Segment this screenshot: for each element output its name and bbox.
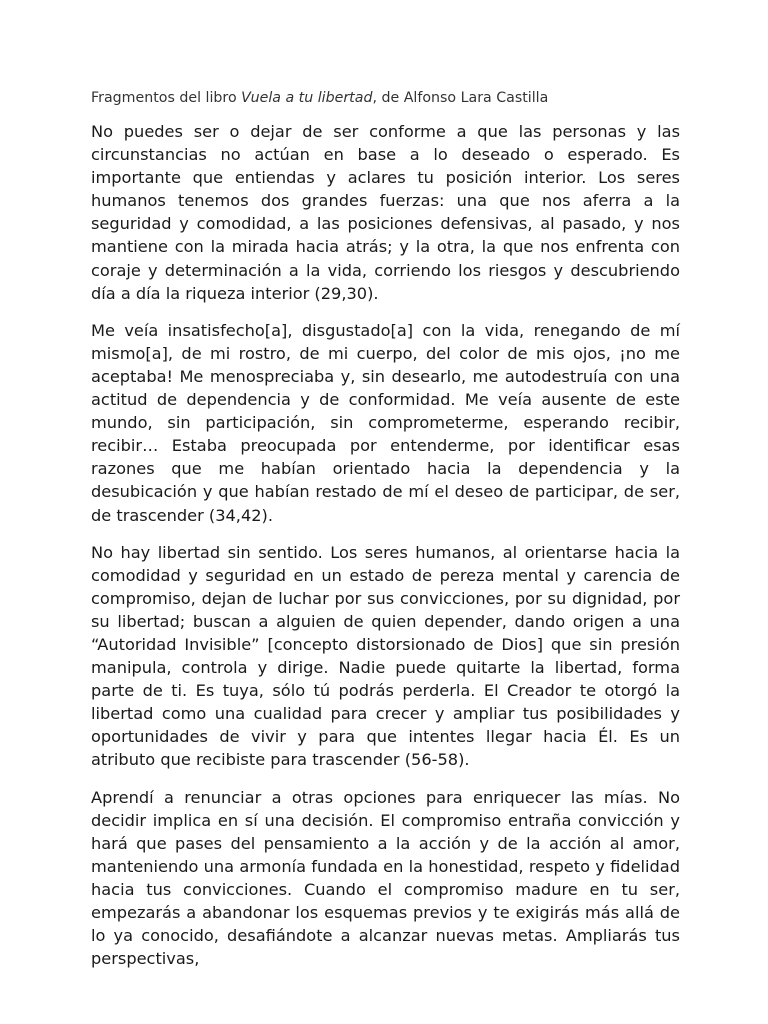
document-header	[91, 88, 680, 108]
paragraph-4: Aprendí a renunciar a otras opciones para enriquecer las mías. No decidir implica en sí una decisión. El compromiso entraña convicción y hará que pases del pensamiento a la acción y de la acción al amor, manteniendo una armonía fundada en la honestidad, respeto y fidelidad hacia tus convicciones. Cuando el compromiso madure en tu ser, empezarás a abandonar los esquemas previos y te exigirás más allá de lo ya conocido, desafiándote a alcanzar nuevas metas. Ampliarás tus perspectivas,	[91, 787, 680, 969]
paragraph-3: No hay libertad sin sentido. Los seres humanos, al orientarse hacia la comodidad y seguridad en un estado de pereza mental y carencia de compromiso, dejan de luchar por sus convicciones, por su dignidad, por su libertad; buscan a alguien de quien depender, dando origen a una “Autoridad Invisible” [concepto distorsionado de Dios] que sin presión manipula, controla y dirige. Nadie puede quitarte la libertad, forma parte de ti. Es tuya, sólo tú podrás perderla. El Creador te otorgó la libertad como una cualidad para crecer y ampliar tus posibilidades y oportunidades de vivir y para que intentes llegar hacia Él. Es un atributo que recibiste para trascender (56-58).	[91, 542, 680, 770]
paragraph-1: No puedes ser o dejar de ser conforme a que las personas y las circunstancias no actúan en base a lo deseado o esperado. Es importante que entiendas y aclares tu posición interior. Los seres humanos tenemos dos grandes fuerzas: una que nos aferra a la seguridad y comodidad, a las posiciones defensivas, al pasado, y nos mantiene con la mirada hacia atrás; y la otra, la que nos enfrenta con coraje y determinación a la vida, corriendo los riesgos y descubriendo día a día la riqueza interior (29,30).	[91, 122, 680, 303]
paragraph-2: Me veía insatisfecho[a], disgustado[a] con la vida, renegando de mí mismo[a], de mi rostro, de mi cuerpo, del color de mis ojos, ¡no me aceptaba! Me menospreciaba y, sin desearlo, me autodestruía con una actitud de dependencia y de conformidad. Me veía ausente de este mundo, sin participación, sin comprometerme, esperando recibir, recibir… Estaba preocupada por entenderme, por identificar esas razones que me habían orientado hacia la dependencia y la desubicación y que habían restado de mí el deseo de participar, de ser, de trascender (34,42).	[91, 320, 680, 525]
header-suffix: , de Alfonso Lara Castilla	[372, 90, 549, 106]
book-title: Vuela a tu libertad	[241, 90, 373, 106]
header-prefix: Fragmentos del libro	[91, 90, 242, 106]
